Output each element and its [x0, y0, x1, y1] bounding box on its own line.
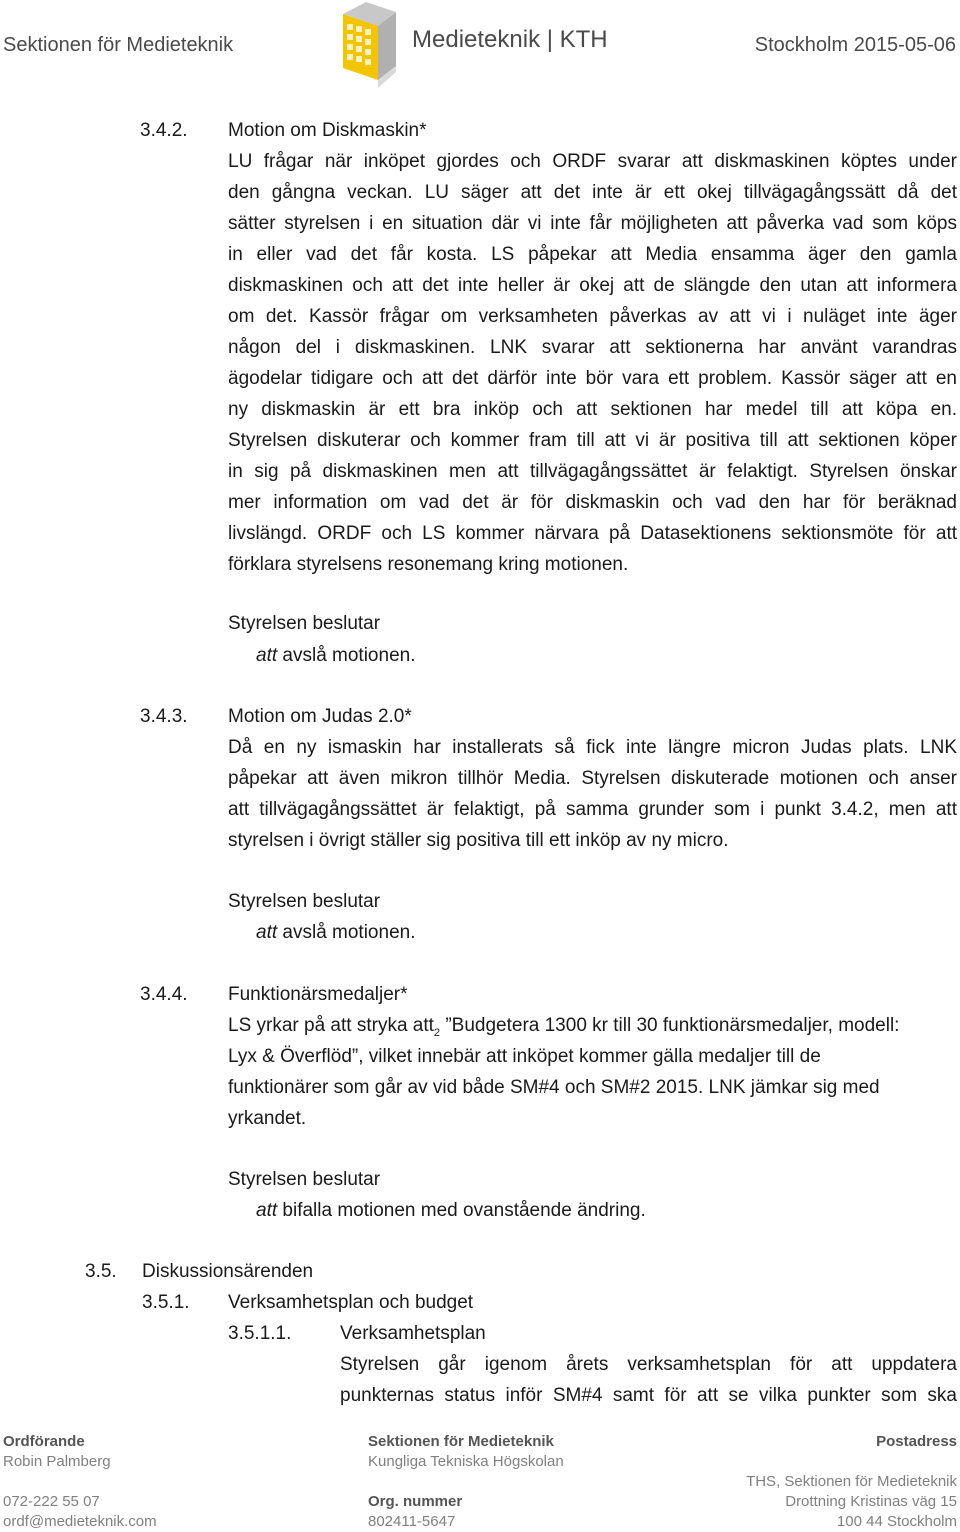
footer-contact — [3, 1432, 157, 1532]
section-number: 3.5.1.1. — [228, 1323, 292, 1344]
body-line: diskmaskinen och att det inte heller är okej att de slängde den utan att informera — [228, 275, 957, 296]
footer-orgnr: 802411-5647 — [368, 1513, 456, 1530]
section-title: Funktionärsmedaljer* — [228, 984, 408, 1005]
body-line-part: ”Budgetera 1300 kr till 30 funktionärsmedaljer, modell: — [440, 1015, 900, 1036]
decision-label: Styrelsen beslutar — [228, 891, 381, 912]
section-title: Verksamhetsplan och budget — [228, 1292, 474, 1313]
body-line: ägodelar tidigare och att det därför inte bör vara ett problem. Kassör säger att en — [228, 368, 957, 389]
body-line: den gångna veckan. LU säger att det inte är ett okej tillvägagångssätt då det — [228, 182, 957, 203]
section-number: 3.4.2. — [140, 120, 188, 141]
body-line: någon del i diskmaskinen. LNK svarar att sektionerna har använt varandras — [228, 337, 957, 358]
section-number: 3.5. — [85, 1261, 117, 1282]
decision — [256, 1195, 646, 1226]
body-line: styrelsen i övrigt ställer sig positiva till ett inköp av ny micro. — [228, 830, 729, 851]
body-line-part: LS yrkar på att stryka att — [228, 1015, 434, 1036]
decision-label: Styrelsen beslutar — [228, 1169, 381, 1190]
body-line: Då en ny ismaskin har installerats så fick inte längre micron Judas plats. LNK — [228, 737, 957, 758]
decision-att: att — [256, 922, 278, 943]
decision-text: bifalla motionen med ovanstående ändring. — [277, 1200, 646, 1221]
body-line: förklara styrelsens resonemang kring motionen. — [228, 554, 629, 575]
decision — [256, 917, 415, 948]
logo — [338, 2, 628, 94]
section-body — [228, 146, 957, 580]
body-line: funktionärer som går av vid både SM#4 och SM#2 2015. LNK jämkar sig med — [228, 1077, 880, 1098]
decision-text: avslå motionen. — [277, 645, 416, 666]
section-body — [228, 732, 957, 856]
section-title: Motion om Judas 2.0* — [228, 706, 412, 727]
body-line: livslängd. ORDF och LS kommer närvara på Datasektionens sektionsmöte för att — [228, 523, 957, 544]
footer-label: Postadress — [876, 1433, 957, 1450]
decision-att: att — [256, 645, 278, 666]
body-line: in eller vad det får kosta. LS påpekar att Media ensamma äger den gamla — [228, 244, 957, 265]
body-line: påpekar att även mikron tillhör Media. Styrelsen diskuterade motionen och anser — [228, 768, 957, 789]
footer-address-line: THS, Sektionen för Medieteknik — [746, 1473, 957, 1490]
section-title: Verksamhetsplan — [340, 1323, 486, 1344]
footer-address-line: 100 44 Stockholm — [836, 1513, 957, 1530]
section-body — [340, 1349, 957, 1411]
footer-address-line: Drottning Kristinas väg 15 — [785, 1493, 957, 1510]
section-number: 3.4.3. — [140, 706, 188, 727]
footer-university: Kungliga Tekniska Högskolan — [368, 1453, 564, 1470]
footer-phone: 072-222 55 07 — [3, 1493, 100, 1510]
body-line: ny diskmaskin är ett bra inköp och att sektionen har medel till att köpa en. — [228, 399, 957, 420]
header-section-name: Sektionen för Medieteknik — [3, 34, 234, 56]
footer-orgnr-label: Org. nummer — [368, 1493, 463, 1510]
body-line: in sig på diskmaskinen men att tillvägagångssättet är felaktigt. Styrelsen önskar — [228, 461, 957, 482]
decision-text: avslå motionen. — [277, 922, 416, 943]
footer-address — [746, 1432, 957, 1532]
decision — [256, 640, 415, 671]
body-line: att tillvägagångssättet är felaktigt, på samma grunder som i punkt 3.4.2, men att — [228, 799, 957, 820]
footer-label: Ordförande — [3, 1433, 85, 1450]
decision-label: Styrelsen beslutar — [228, 613, 381, 634]
body-line: punkternas status inför SM#4 samt för att se vilka punkter som ska — [340, 1385, 957, 1406]
body-line: LU frågar när inköpet gjordes och ORDF svarar att diskmaskinen köptes under — [228, 151, 957, 172]
footnote-marker: 2 — [433, 1026, 441, 1039]
header-place-date: Stockholm 2015-05-06 — [754, 34, 956, 56]
body-line: om det. Kassör frågar om verksamheten påverkas av att vi i nuläget inte äger — [228, 306, 957, 327]
section-title: Motion om Diskmaskin* — [228, 120, 427, 141]
footer-org — [368, 1432, 564, 1532]
section-number: 3.5.1. — [142, 1292, 190, 1313]
footer-email: ordf@medieteknik.com — [3, 1513, 157, 1530]
footer-label: Sektionen för Medieteknik — [368, 1433, 554, 1450]
section-title: Diskussionsärenden — [142, 1261, 314, 1282]
body-line: yrkandet. — [228, 1108, 307, 1129]
body-line: Styrelsen går igenom årets verksamhetsplan för att uppdatera — [340, 1354, 957, 1375]
section-number: 3.4.4. — [140, 984, 188, 1005]
body-line: sätter styrelsen i en situation där vi inte får möjligheten att påverka vad som köps — [228, 213, 957, 234]
body-line: mer information om vad det är för diskmaskin och vad den har för beräknad — [228, 492, 957, 513]
body-line: Lyx & Överflöd”, vilket innebär att inköpet kommer gälla medaljer till de — [228, 1046, 821, 1067]
decision-att: att — [256, 1200, 278, 1221]
medieteknik-kth-logo-icon — [338, 2, 408, 94]
logo-text: Medieteknik | KTH — [412, 26, 608, 53]
footer-name: Robin Palmberg — [3, 1453, 111, 1470]
body-line: Styrelsen diskuterar och kommer fram till att vi är positiva till att sektionen köper — [228, 430, 957, 451]
